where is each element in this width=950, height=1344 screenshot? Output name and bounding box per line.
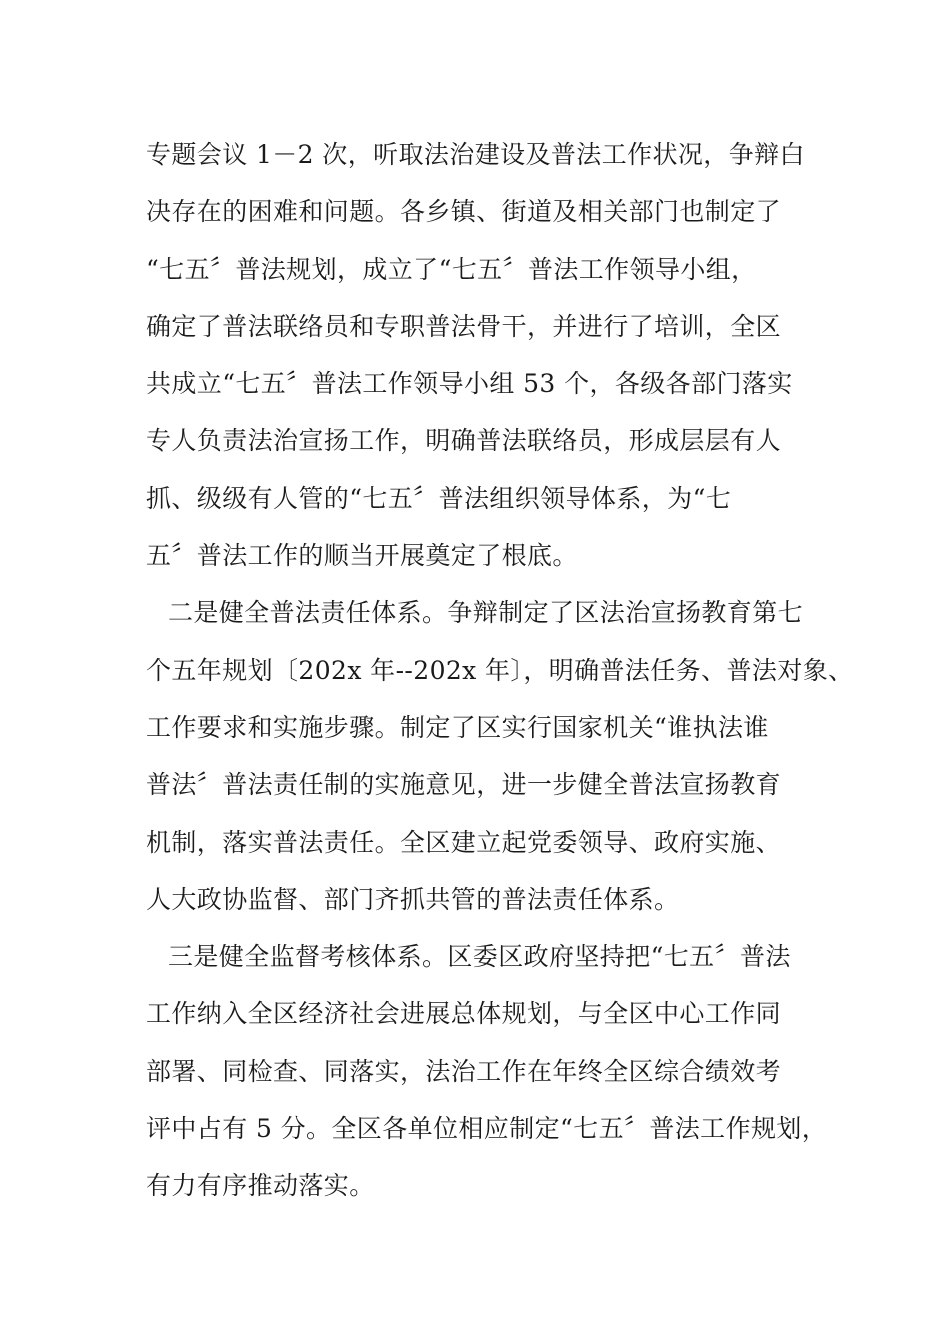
text-line-6: 专人负责法治宣扬工作，明确普法联络员，形成层层有人 (146, 426, 782, 456)
text-line-10: 个五年规划〔202x 年--202x 年〕，明确普法任务、普法对象、 (146, 655, 854, 685)
paragraph-2-start: 二是健全普法责任体系。争辩制定了区法治宣扬教育第七 (168, 598, 804, 628)
text-line-1: 专题会议 1－2 次，听取法治建设及普法工作状况，争辩白 (146, 140, 805, 169)
text-line-18: 评中占有 5 分。全区各单位相应制定“七五〞普法工作规划， (146, 1114, 828, 1144)
text-line-5: 共成立“七五〞普法工作领导小组 53 个，各级各部门落实 (146, 369, 793, 399)
text-line-11: 工作要求和实施步骤。制定了区实行国家机关“谁执法谁 (146, 712, 769, 742)
text-line-7: 抓、级级有人管的“七五〞普法组织领导体系，为“七 (146, 483, 732, 513)
text-line-3: “七五〞普法规划，成立了“七五〞普法工作领导小组， (146, 254, 757, 284)
text-line-8: 五〞普法工作的顺当开展奠定了根底。 (146, 541, 578, 571)
text-line-13: 机制，落实普法责任。全区建立起党委领导、政府实施、 (146, 827, 782, 857)
paragraph-3-start: 三是健全监督考核体系。区委区政府坚持把“七五〞普法 (168, 942, 791, 972)
text-line-4: 确定了普法联络员和专职普法骨干，并进行了培训，全区 (146, 311, 782, 341)
body-text (146, 126, 854, 1215)
text-line-14: 人大政协监督、部门齐抓共管的普法责任体系。 (146, 884, 680, 914)
text-line-17: 部署、同检查、同落实，法治工作在年终全区综合绩效考 (146, 1056, 782, 1086)
text-line-16: 工作纳入全区经济社会进展总体规划，与全区中心工作同 (146, 999, 782, 1029)
text-line-2: 决存在的困难和问题。各乡镇、街道及相关部门也制定了 (146, 197, 782, 227)
text-line-12: 普法〞普法责任制的实施意见，进一步健全普法宣扬教育 (146, 770, 782, 800)
text-line-19: 有力有序推动落实。 (146, 1171, 375, 1201)
